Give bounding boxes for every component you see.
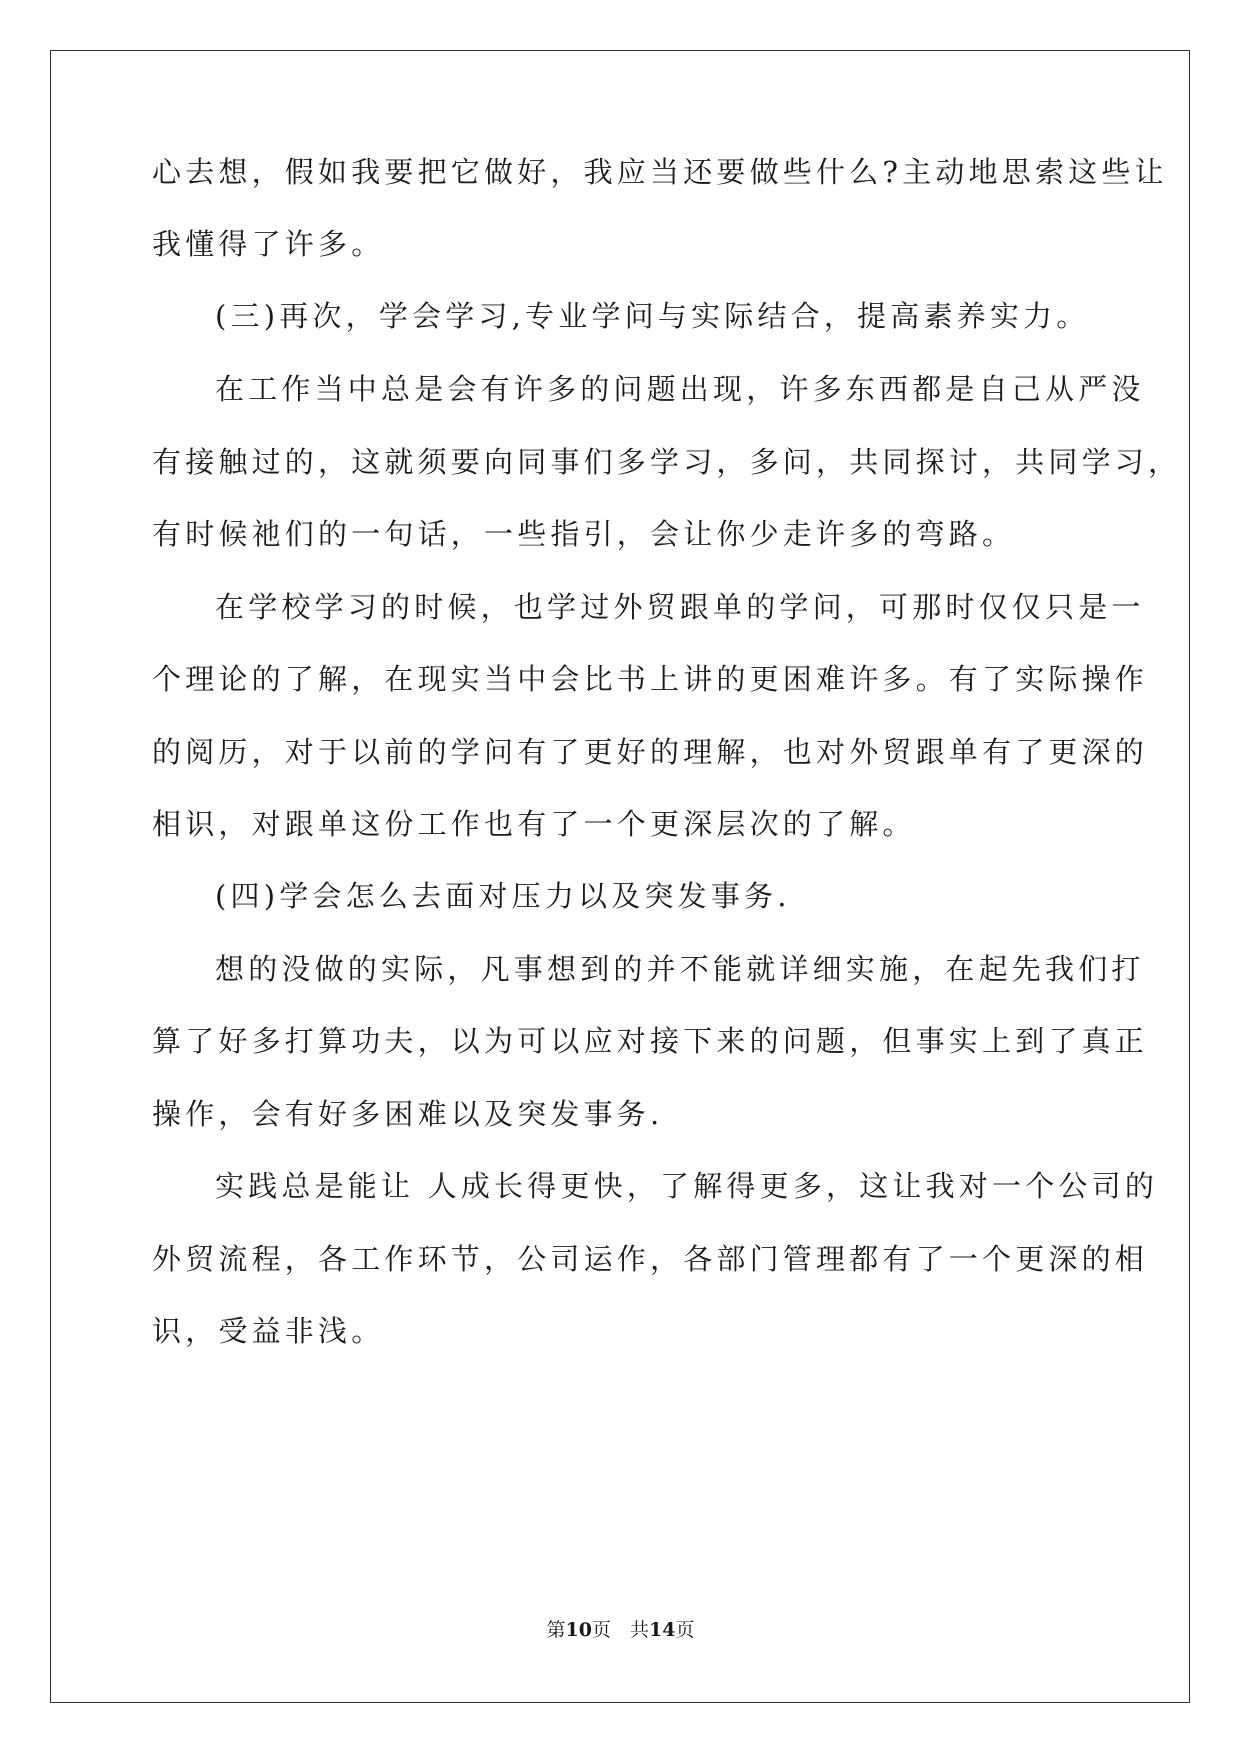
text-line: 的阅历，对于以前的学问有了更好的理解，也对外贸跟单有了更深的 <box>152 735 1149 769</box>
section-heading: (三)再次，学会学习,专业学问与实际结合，提高素养实力。 <box>215 299 1090 333</box>
footer-middle: 页 共 <box>591 1619 649 1641</box>
text-line: 个理论的了解，在现实当中会比书上讲的更困难许多。有了实际操作 <box>152 662 1149 696</box>
text-line: 想的没做的实际，凡事想到的并不能就详细实施，在起先我们打 <box>215 952 1145 986</box>
footer-prefix: 第 <box>546 1619 566 1641</box>
total-pages-number: 14 <box>649 1619 676 1641</box>
text-line: 识，受益非浅。 <box>152 1314 385 1348</box>
text-line: 我懂得了许多。 <box>152 227 385 261</box>
text-line: 算了好多打算功夫，以为可以应对接下来的问题，但事实上到了真正 <box>152 1024 1149 1058</box>
text-line: 操作，会有好多困难以及突发事务. <box>152 1097 664 1131</box>
text-line: 相识，对跟单这份工作也有了一个更深层次的了解。 <box>152 807 916 841</box>
text-line: 有时候祂们的一句话，一些指引，会让你少走许多的弯路。 <box>152 517 1016 551</box>
text-line: 在工作当中总是会有许多的问题出现，许多东西都是自己从严没 <box>215 372 1145 406</box>
text-line: 心去想，假如我要把它做好，我应当还要做些什么?主动地思索这些让 <box>152 155 1168 189</box>
section-heading: (四)学会怎么去面对压力以及突发事务. <box>215 879 791 913</box>
text-line: 实践总是能让 人成长得更快，了解得更多，这让我对一个公司的 <box>215 1169 1159 1203</box>
footer-suffix: 页 <box>675 1619 695 1641</box>
page-footer <box>0 1618 1241 1642</box>
text-line: 有接触过的，这就须要向同事们多学习，多问，共同探讨，共同学习， <box>152 445 1182 479</box>
text-line: 在学校学习的时候，也学过外贸跟单的学问，可那时仅仅只是一 <box>215 590 1145 624</box>
text-line: 外贸流程，各工作环节，公司运作，各部门管理都有了一个更深的相 <box>152 1242 1149 1276</box>
current-page-number: 10 <box>565 1619 592 1641</box>
